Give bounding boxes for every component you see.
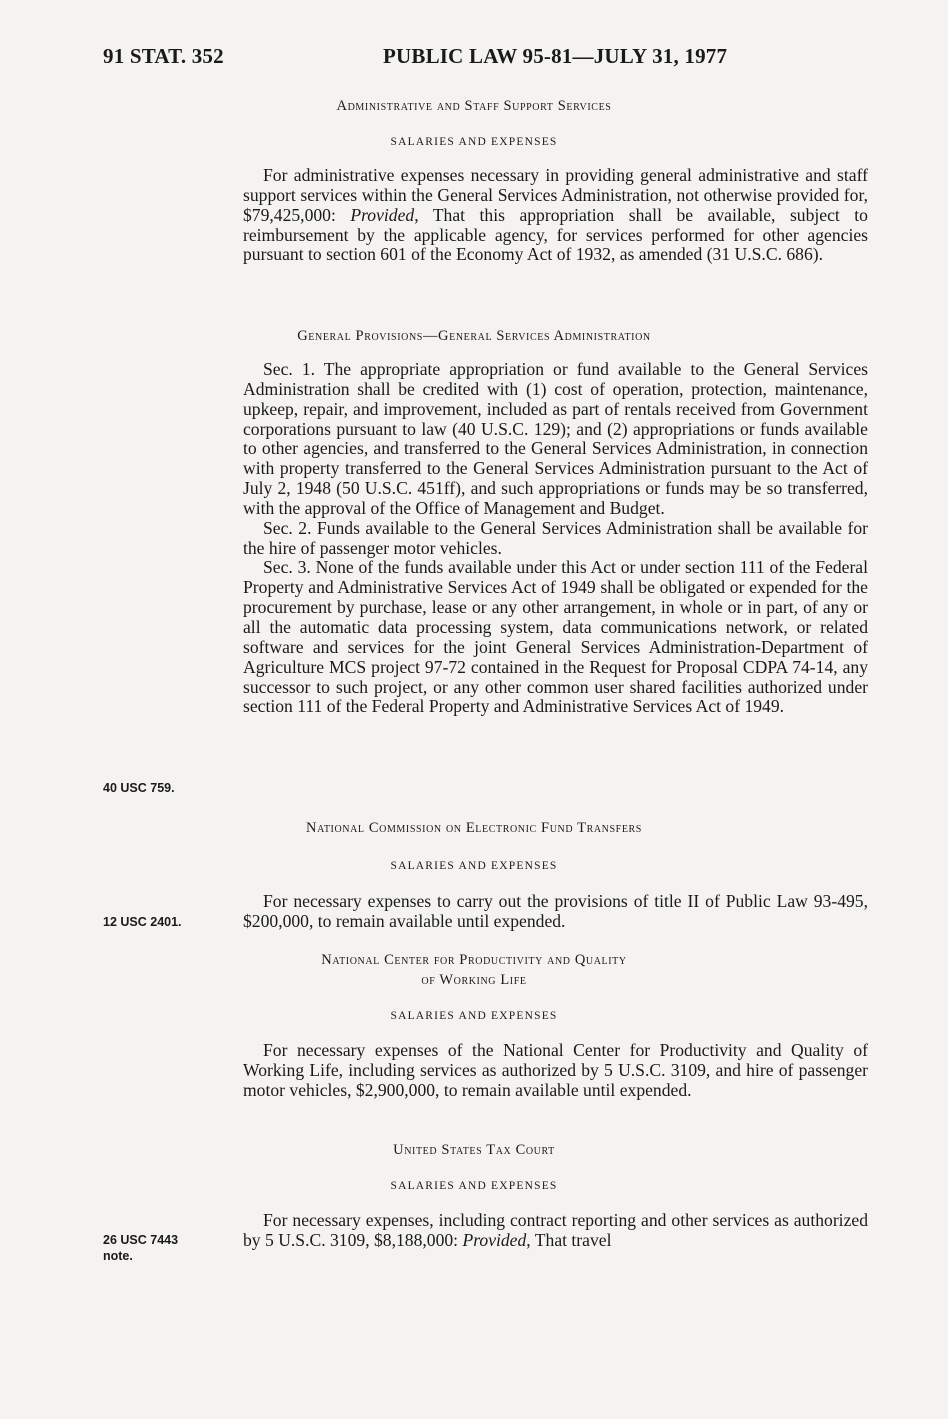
sec-2-text: Sec. 2. Funds available to the General Services Administration shall be available for the hire of passenger motor vehicles. xyxy=(243,517,868,558)
productivity-text: For necessary expenses of the National Center for Productivity and Quality of Working Life, including services as authorized by 5 U.S.C. 3109, and hire of passenger motor vehicles, $2,900,000, to remain available until expended. xyxy=(243,1040,868,1100)
paragraph-productivity xyxy=(243,1041,868,1101)
page-stat-citation: 91 STAT. 352 xyxy=(103,44,224,68)
admin-text-italic: Provided xyxy=(350,204,415,225)
sec-1-text: Sec. 1. The appropriate appropriation or fund available to the General Services Administration shall be credited with (1) cost of operation, protection, maintenance, upkeep, repair, and improvement, included as part of rentals received from Government corporations pursuant to law (40 U.S.C. 129); and (2) appropriations or funds available to other agencies, and transferred to the General Services Administration, in connection with property transferred to the General Services Administration pursuant to the Act of July 2, 1948 (50 U.S.C. 451ff), and such appropriations or funds may be so transferred, with the approval of the Office of Management and Budget. xyxy=(243,359,868,518)
margin-note-26-usc-7443: 26 USC 7443 xyxy=(103,1233,179,1247)
admin-text-a: For administrative expenses necessary in providing general administrative and staff support services within the General Services Administration, not otherwise provided for, $79,425,000: xyxy=(243,165,868,225)
taxcourt-text-italic: Provided xyxy=(462,1229,527,1250)
efunds-text: For necessary expenses to carry out the provisions of title II of Public Law 93-495, $200,000, to remain available until expended. xyxy=(243,891,868,931)
paragraph-efunds xyxy=(243,892,868,932)
section-title-taxcourt: United States Tax Court xyxy=(393,1142,555,1158)
section-title-admin: Administrative and Staff Support Services xyxy=(336,98,612,114)
taxcourt-text-b: , That travel xyxy=(526,1229,612,1250)
margin-note-12-usc-2401: 12 USC 2401. xyxy=(103,915,182,929)
page-law-header: PUBLIC LAW 95-81—JULY 31, 1977 xyxy=(383,44,728,68)
section-subtitle-admin: SALARIES AND EXPENSES xyxy=(390,136,558,148)
paragraph-admin xyxy=(243,166,868,265)
sec-3-text: Sec. 3. None of the funds available under this Act or under section 111 of the Federal Property and Administrative Services Act of 1949 shall be obligated or expended for the procurement by purchase, lease or any other arrangement, in whole or in part, of any or all the automatic data processing system, data communications network, or related software and services for the joint General Services Administration-Department of Agriculture MCS project 97-72 contained in the Request for Proposal CDPA 74-14, any successor to such project, or any other common user shared facilities authorized under section 111 of the Federal Property and Administrative Services Act of 1949. xyxy=(243,557,868,717)
paragraph-taxcourt xyxy=(243,1211,868,1251)
paragraph-general-provisions xyxy=(243,360,868,717)
section-subtitle-taxcourt: SALARIES AND EXPENSES xyxy=(390,1180,558,1192)
section-subtitle-productivity: SALARIES AND EXPENSES xyxy=(390,1010,558,1022)
section-title-efunds: National Commission on Electronic Fund Transfers xyxy=(306,820,642,836)
section-title-productivity-1: National Center for Productivity and Quality xyxy=(321,952,627,968)
margin-note-26-usc-7443-note: note. xyxy=(103,1249,133,1263)
admin-text-b: , That this appropriation shall be available, subject to reimbursement by the applicable agency, for services performed for other agencies pursuant to section 601 of the Economy Act of 1932, as amended (31 U.S.C. 686). xyxy=(243,204,868,265)
section-title-productivity-2: of Working Life xyxy=(421,972,527,988)
margin-note-40-usc-759: 40 USC 759. xyxy=(103,781,175,795)
section-subtitle-efunds: SALARIES AND EXPENSES xyxy=(390,860,558,872)
section-title-general-provisions: General Provisions—General Services Administration xyxy=(297,328,651,344)
taxcourt-text-a: For necessary expenses, including contract reporting and other services as authorized by 5 U.S.C. 3109, $8,188,000: xyxy=(243,1210,868,1250)
